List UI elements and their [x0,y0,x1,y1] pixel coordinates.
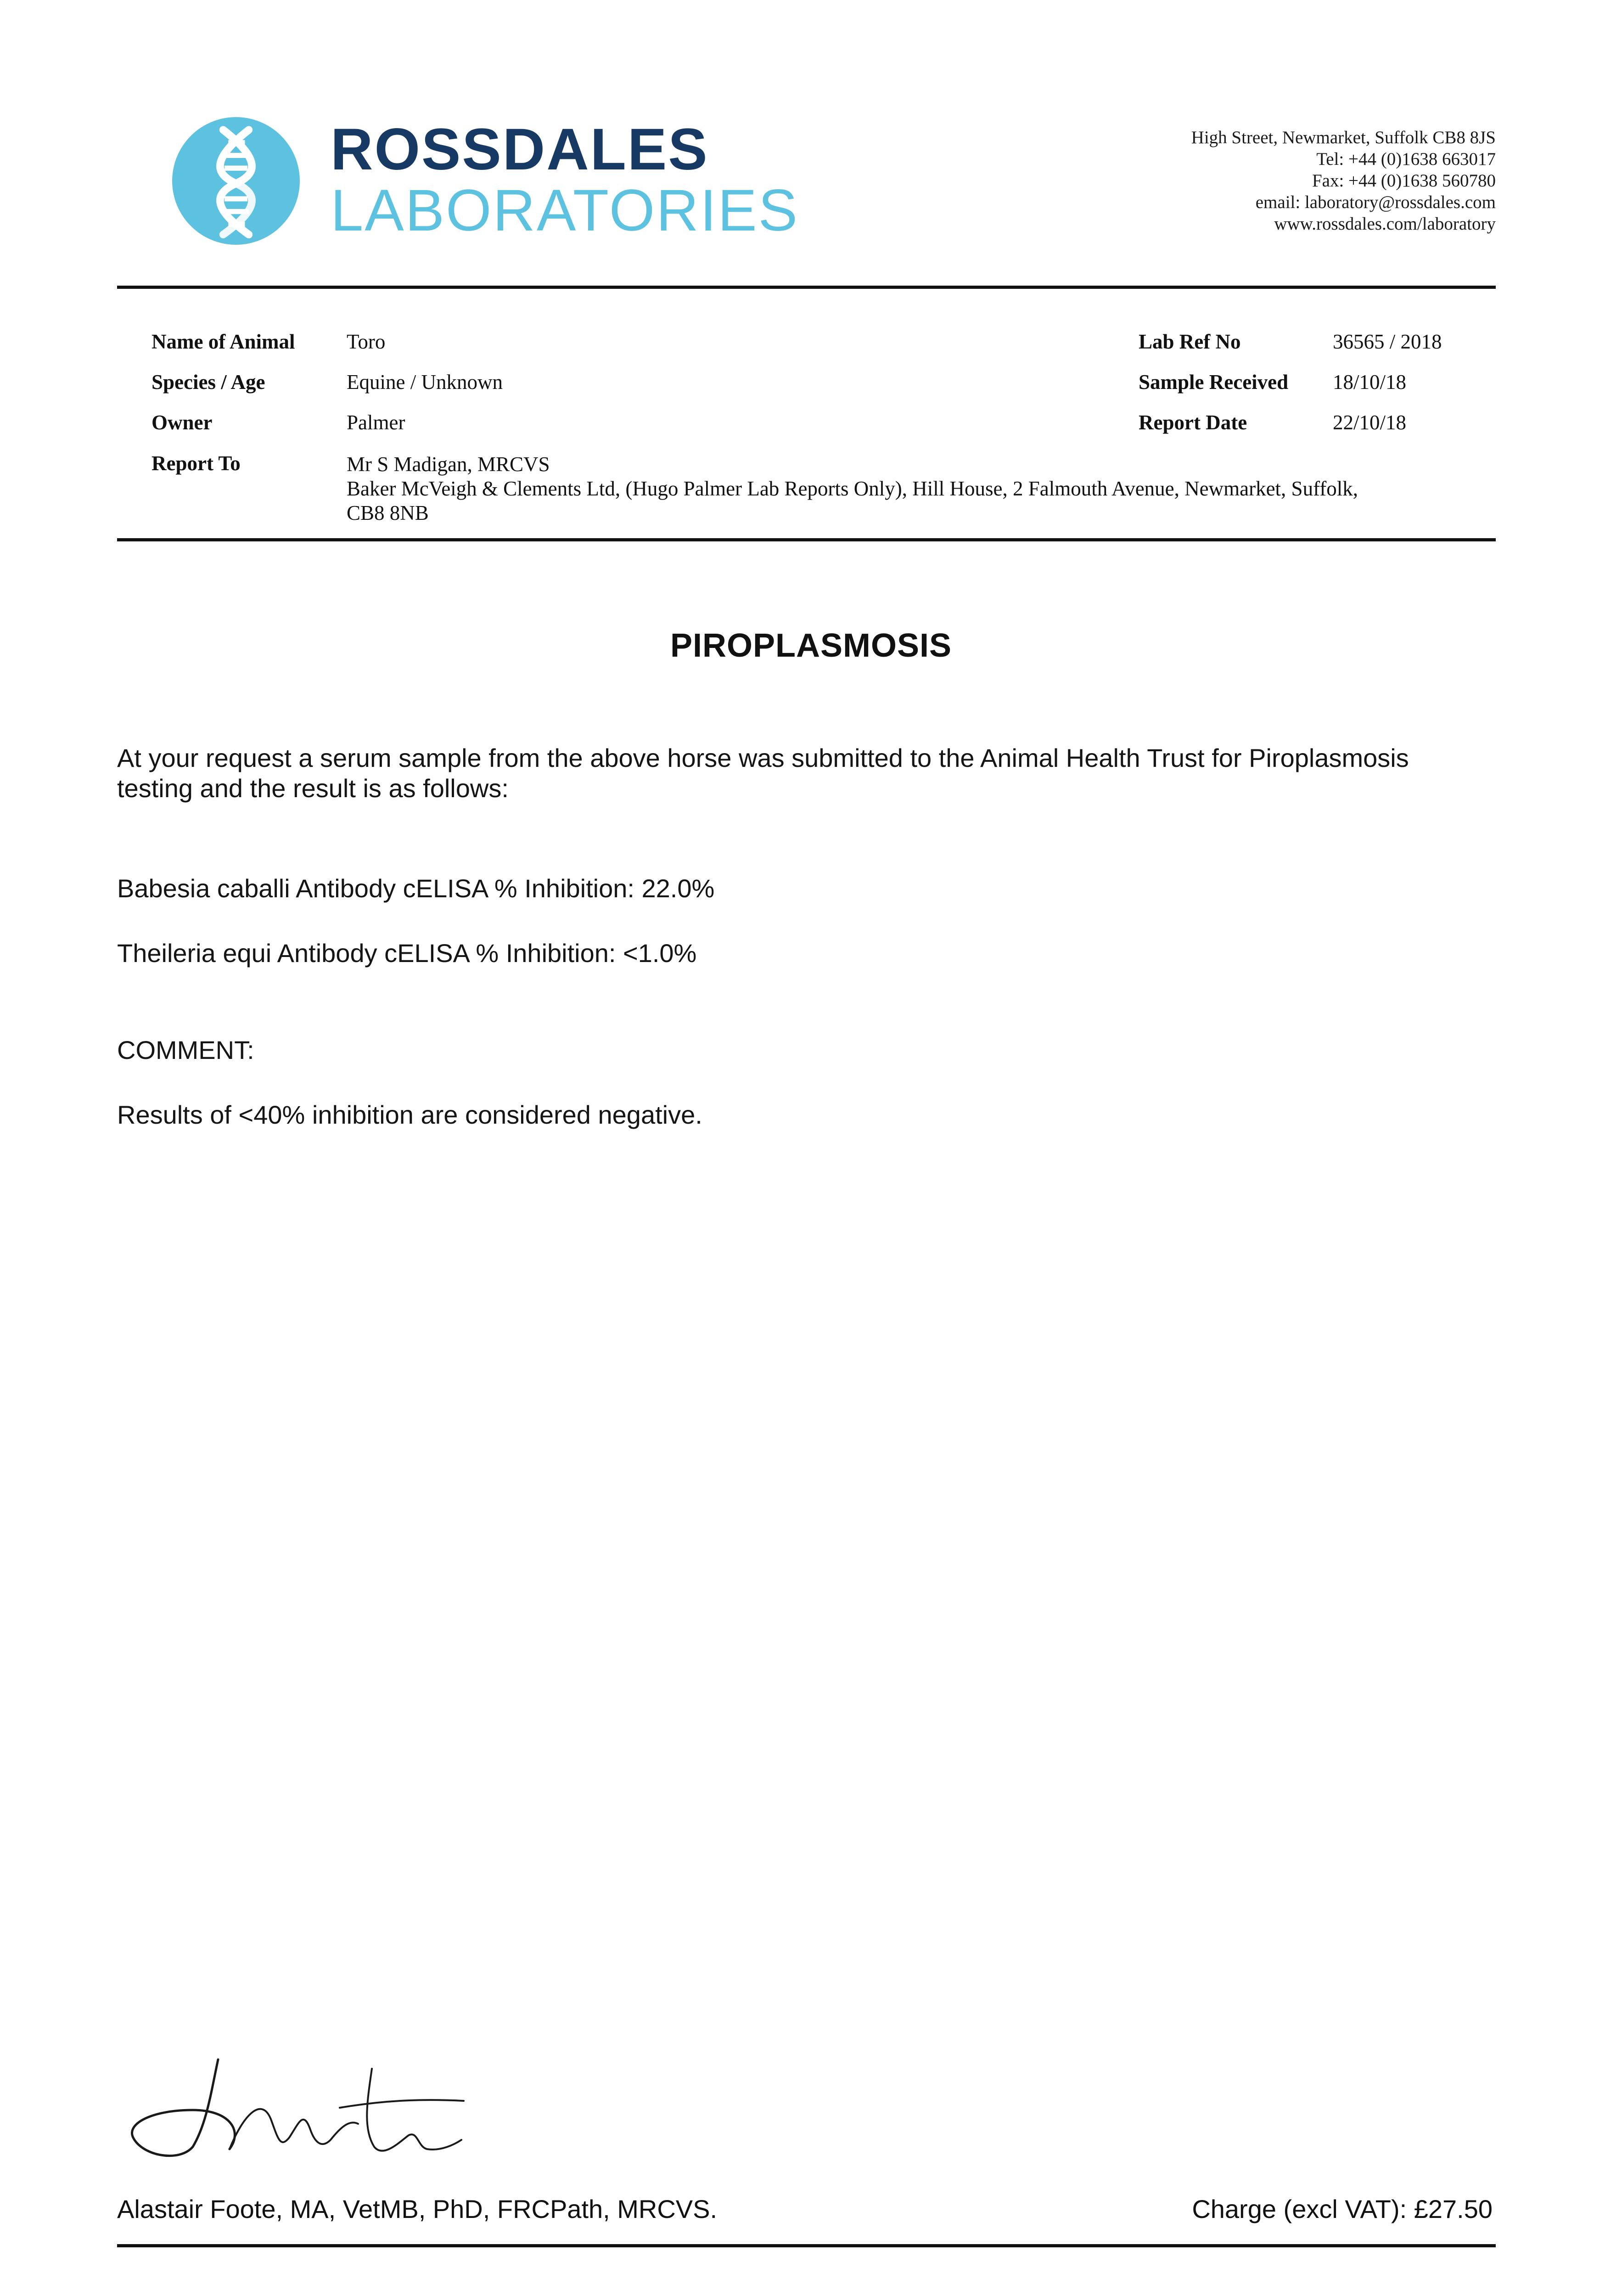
intro-line: testing and the result is as follows: [117,774,509,803]
sample-received-value: 18/10/18 [1333,371,1407,394]
charge-amount: Charge (excl VAT): £27.50 [1192,2195,1493,2223]
contact-fax: Fax: +44 (0)1638 560780 [1312,171,1496,191]
report-date-value: 22/10/18 [1333,411,1407,434]
result-babesia: Babesia caballi Antibody cELISA % Inhibition: 22.0% [117,874,715,903]
contact-block [1191,127,1496,235]
report-title: PIROPLASMOSIS [670,627,952,664]
comment-label: COMMENT: [117,1035,254,1064]
report-to-line: Mr S Madigan, MRCVS [347,453,550,476]
report-date-label: Report Date [1139,411,1247,434]
dna-logo-icon [172,117,300,245]
sample-received-label: Sample Received [1139,371,1289,394]
owner-label: Owner [152,411,213,434]
contact-email: email: laboratory@rossdales.com [1255,192,1496,212]
contact-address: High Street, Newmarket, Suffolk CB8 8JS [1191,128,1496,147]
header-divider [117,286,1496,289]
brand-name-line2: LABORATORIES [331,178,799,243]
species-age-value: Equine / Unknown [347,371,503,394]
footer-divider [117,2244,1496,2247]
species-age-label: Species / Age [152,371,265,394]
signature-image [124,2050,473,2165]
lab-ref-value: 36565 / 2018 [1333,330,1442,353]
intro-line: At your request a serum sample from the above horse was submitted to the Animal Health Trust for Piroplasmosis [117,743,1409,772]
report-to-label: Report To [152,452,241,475]
report-to-line: Baker McVeigh & Clements Ltd, (Hugo Palmer Lab Reports Only), Hill House, 2 Falmouth Avenue, Newmarket, Suffolk, [347,477,1358,500]
name-of-animal-label: Name of Animal [152,330,295,353]
result-theileria: Theileria equi Antibody cELISA % Inhibition: <1.0% [117,939,697,968]
lab-ref-label: Lab Ref No [1139,330,1241,353]
signatory-name: Alastair Foote, MA, VetMB, PhD, FRCPath, MRCVS. [117,2195,718,2223]
details-divider [117,538,1496,541]
report-to-value [347,452,1471,525]
contact-web: www.rossdales.com/laboratory [1274,214,1496,234]
comment-text: Results of <40% inhibition are considered negative. [117,1100,702,1129]
report-to-line: CB8 8NB [347,501,429,524]
brand-name-line1: ROSSDALES [331,117,709,182]
contact-tel: Tel: +44 (0)1638 663017 [1316,149,1496,169]
name-of-animal-value: Toro [347,330,386,353]
owner-value: Palmer [347,411,405,434]
intro-paragraph [117,743,1494,804]
